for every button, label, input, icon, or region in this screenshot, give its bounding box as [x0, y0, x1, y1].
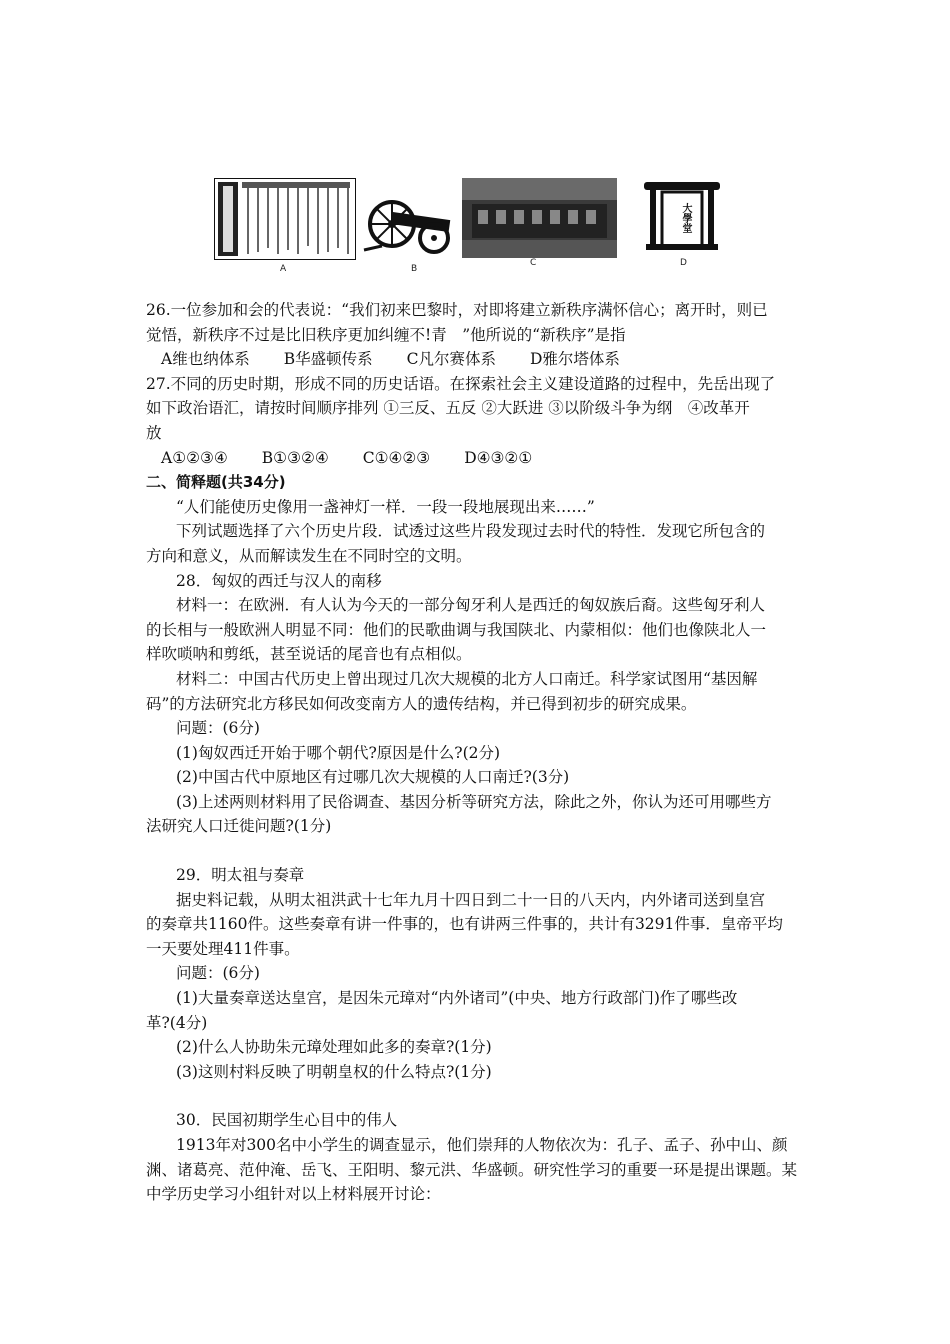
q29-s3: (3)这则村料反映了明朝皇权的什么特点?(1分) [176, 1062, 492, 1081]
section2-intro1: 下列试题选择了六个历史片段．试透过这些片段发现过去时代的特性．发现它所包含的 [176, 522, 766, 541]
q30-p3: 中学历史学习小组针对以上材料展开讨论： [146, 1185, 441, 1204]
figure-c-photo [462, 178, 617, 258]
q27-options [146, 446, 810, 471]
q29-title: 29．明太祖与奏章 [176, 866, 305, 885]
q28-m1-1: 材料一：在欧洲．有人认为今天的一部分匈牙利人是西迁的匈奴族后裔。这些匈牙利人 [176, 596, 766, 615]
q30-title: 30．民国初期学生心目中的伟人 [176, 1111, 398, 1130]
q28-title: 28．匈奴的西迁与汉人的南移 [176, 571, 382, 590]
q30-p1: 1913年对300名中小学生的调查显示，他们崇拜的人物依次为：孔子、孟子、孙中山、颜 [176, 1136, 788, 1154]
q29-p3: 一天要处理411件事。 [146, 939, 300, 958]
q28-s2: (2)中国古代中原地区有过哪几次大规模的人口南迁?(3分) [176, 768, 570, 787]
section2-quote: “人们能使历史像用一盏神灯一样．一段一段地展现出来……” [176, 497, 595, 516]
q29-s2: (2)什么人协助朱元璋处理如此多的奏章?(1分) [176, 1038, 492, 1057]
figure-row [212, 176, 732, 276]
q28-m1-2: 的长相与一般欧洲人明显不同：他们的民歌曲调与我国陕北、内蒙相似：他们也像陕北人一 [146, 620, 767, 639]
question-text [146, 298, 810, 1207]
q29-p2: 的奏章共1160件。这些奏章有讲一件事的，也有讲两三件事的，共计有3291件事．皇帝平均 [146, 915, 783, 934]
q27-option-d: D④③②① [464, 448, 533, 467]
q28-m2-2: 码”的方法研究北方移民如何改变南方人的遗传结构，并已得到初步的研究成果。 [146, 694, 697, 713]
q28-s3-1: (3)上述两则材料用了民俗调查、基因分析等研究方法，除此之外，你认为还可用哪些方 [176, 792, 772, 811]
q26-option-b: B华盛顿传系 [283, 350, 373, 369]
figure-c-label: C [530, 258, 537, 268]
q29-p1: 据史料记载，从明太祖洪武十七年九月十四日到二十一日的八天内，内外诸司送到皇宫 [176, 890, 766, 909]
q26-option-d: D雅尔塔体系 [529, 350, 620, 369]
q27-option-c: C①④②③ [362, 448, 431, 467]
q26-option-c: C凡尔赛体系 [406, 350, 496, 369]
figure-d-plaque [642, 182, 722, 252]
q27-option-b: B①③②④ [261, 448, 329, 467]
plaque-text: 大學堂 [680, 203, 691, 233]
figure-d-label: D [680, 258, 687, 268]
q28-s1: (1)匈奴西迁开始于哪个朝代?原因是什么?(2分) [176, 743, 501, 762]
q28-m1-3: 样吹唢呐和剪纸，甚至说话的尾音也有点相似。 [146, 645, 472, 664]
figure-a-label: A [280, 264, 287, 274]
figure-a-document [214, 178, 356, 260]
q27-option-a: A①②③④ [161, 448, 228, 467]
q26-options [146, 347, 810, 372]
section2-heading: 二、简释题(共34分) [146, 473, 286, 492]
q29-s1-1: (1)大量奏章送达皇宫，是因朱元璋对“内外诸司”(中央、地方行政部门)作了哪些改 [176, 989, 738, 1008]
q27-line3: 放 [146, 423, 162, 442]
q26-line1: 26.一位参加和会的代表说：“我们初来巴黎时，对即将建立新秩序满怀信心；离开时，则已 [146, 301, 768, 319]
q27-line2: 如下政治语汇，请按时间顺序排列 ①三反、五反 ②大跃进 ③以阶级斗争为纲 ④改革开 [146, 399, 750, 418]
q29-s1-2: 革?(4分) [146, 1013, 208, 1032]
q27-line1: 27.不同的历史时期，形成不同的历史话语。在探索社会主义建设道路的过程中，先岳出现了 [146, 374, 776, 393]
q26-option-a: A维也纳体系 [161, 350, 250, 369]
q29-ask: 问题：(6分) [176, 964, 260, 983]
figure-b-cannon [362, 190, 454, 256]
q30-p2: 渊、诸葛亮、范仲淹、岳飞、王阳明、黎元洪、华盛顿。研究性学习的重要一环是提出课题。某 [146, 1160, 798, 1179]
section2-intro2: 方向和意义，从而解读发生在不同时空的文明。 [146, 546, 472, 565]
figure-b-label: B [411, 264, 418, 274]
q28-ask: 问题：(6分) [176, 719, 260, 738]
q28-s3-2: 法研究人口迁徙问题?(1分) [146, 817, 332, 836]
q28-m2-1: 材料二：中国古代历史上曾出现过几次大规模的北方人口南迁。科学家试图用“基因解 [176, 669, 758, 688]
q26-line2: 觉悟，新秩序不过是比旧秩序更加纠缠不!青 ”他所说的“新秩序”是指 [146, 325, 626, 344]
